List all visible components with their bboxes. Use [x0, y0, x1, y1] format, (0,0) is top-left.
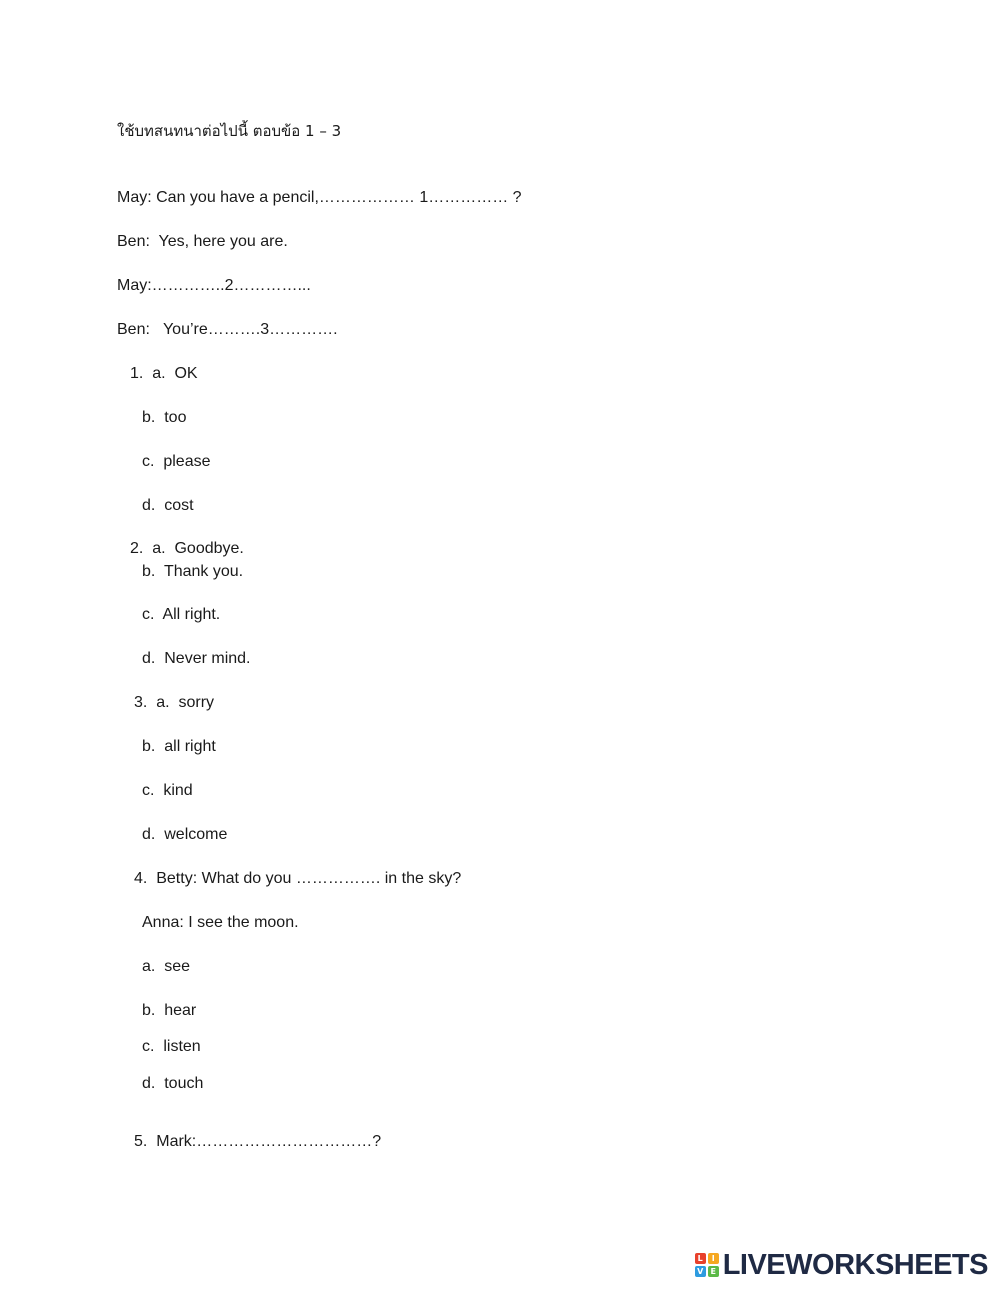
- question-4-response: Anna: I see the moon.: [142, 914, 299, 931]
- question-4-prompt: 4. Betty: What do you ……………. in the sky?: [134, 870, 462, 887]
- question-3-option-c: c. kind: [142, 782, 193, 799]
- dialogue-line-2: Ben: Yes, here you are.: [117, 233, 288, 250]
- question-1-option-d: d. cost: [142, 497, 194, 514]
- dialogue-line-3: May:…………..2…………...: [117, 277, 311, 294]
- question-1-option-a: 1. a. OK: [130, 365, 198, 382]
- question-2-option-c: c. All right.: [142, 606, 221, 623]
- question-4-option-a: a. see: [142, 958, 191, 975]
- question-2-option-b: b. Thank you.: [142, 563, 244, 580]
- question-1-option-c: c. please: [142, 453, 211, 470]
- question-4-option-b: b. hear: [142, 1002, 197, 1019]
- liveworksheets-logo[interactable]: [695, 1250, 988, 1280]
- logo-block-l: L: [695, 1253, 706, 1264]
- question-2-option-a: 2. a. Goodbye.: [130, 540, 244, 557]
- question-4-option-d: d. touch: [142, 1075, 204, 1092]
- logo-block-i: I: [708, 1253, 719, 1264]
- question-3-option-d: d. welcome: [142, 826, 228, 843]
- question-2-option-d: d. Never mind.: [142, 650, 251, 667]
- logo-block-e: E: [708, 1266, 719, 1277]
- question-3-option-a: 3. a. sorry: [134, 694, 215, 711]
- dialogue-line-1: May: Can you have a pencil,……………… 1…………… ?: [117, 189, 522, 206]
- question-4-option-c: c. listen: [142, 1038, 201, 1055]
- question-3-option-b: b. all right: [142, 738, 216, 755]
- question-5-prompt: 5. Mark:……………………………?: [134, 1133, 382, 1150]
- logo-block-v: V: [695, 1266, 706, 1277]
- logo-text: LIVEWORKSHEETS: [722, 1248, 988, 1281]
- instruction-text: ใช้บทสนทนาต่อไปนี้ ตอบข้อ 1 – 3: [117, 122, 342, 140]
- question-1-option-b: b. too: [142, 409, 187, 426]
- dialogue-line-4: Ben: You’re……….3………….: [117, 321, 338, 338]
- logo-blocks-icon: [695, 1253, 719, 1277]
